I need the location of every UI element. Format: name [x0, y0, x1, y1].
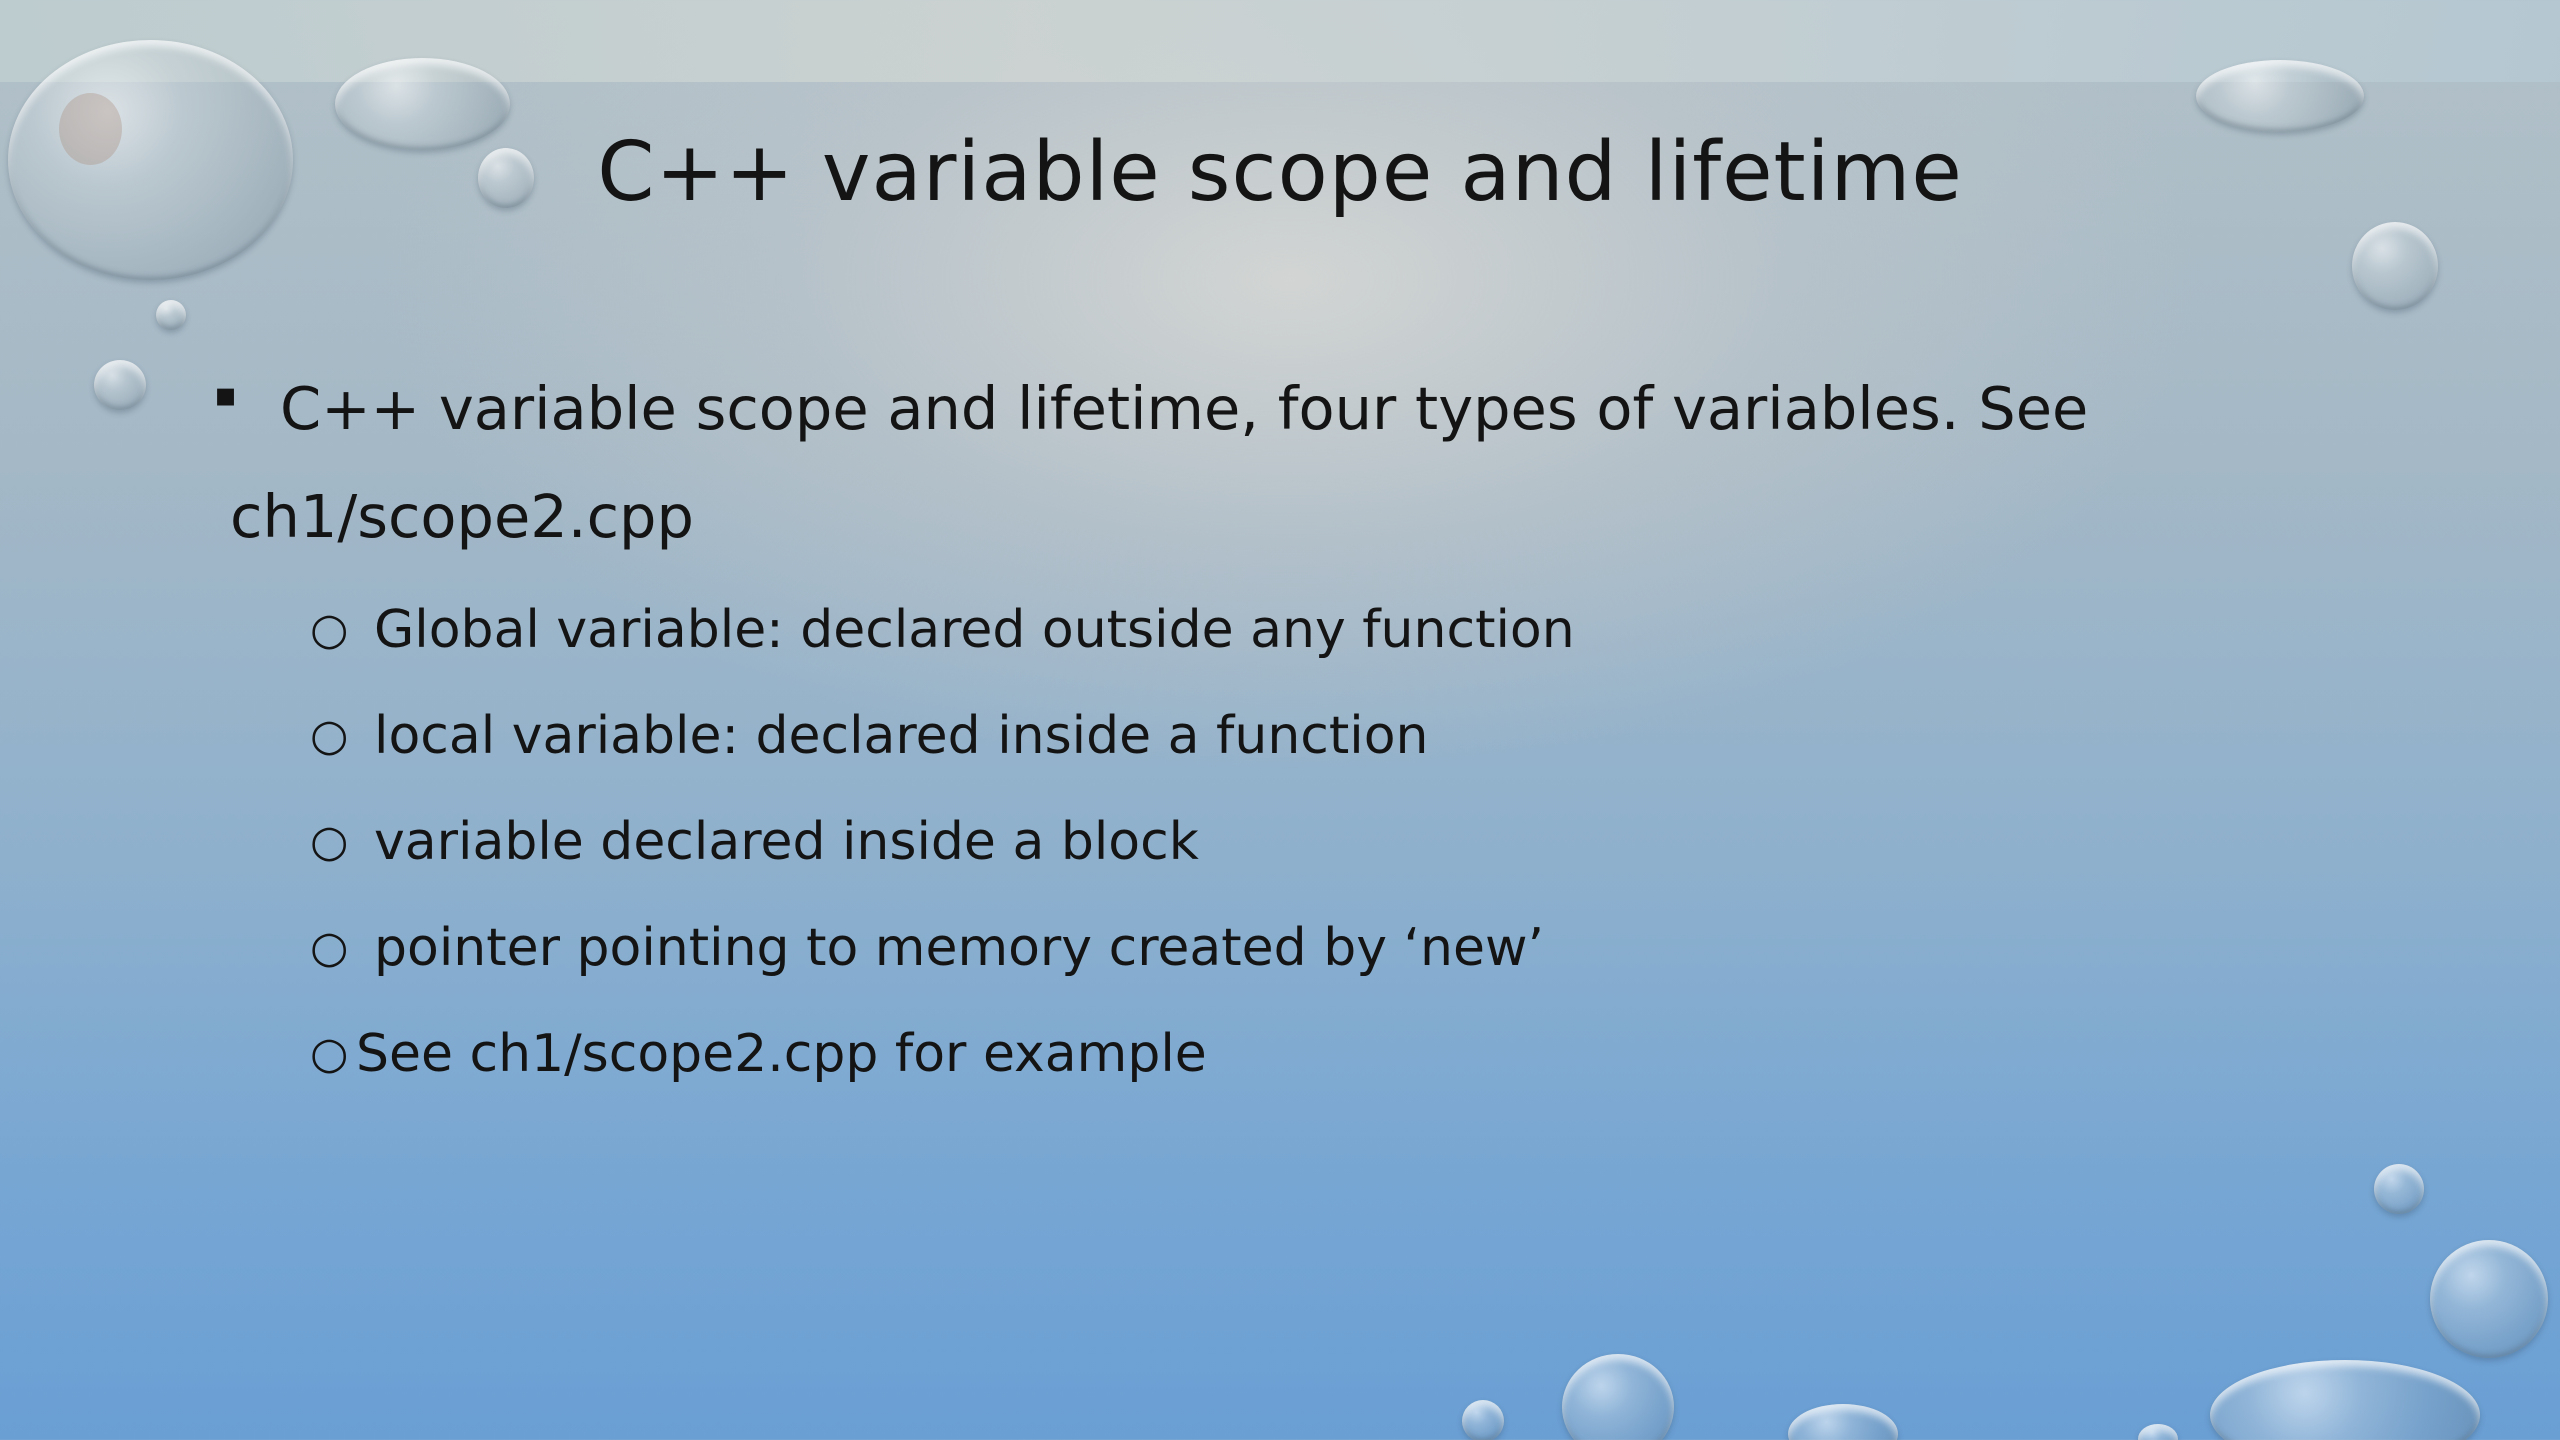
- circle-bullet-icon: ○: [310, 816, 349, 867]
- sub-bullet-list: [210, 577, 2310, 1107]
- sub-bullet: [310, 895, 2310, 1001]
- square-bullet-icon: ▪: [214, 375, 238, 415]
- water-drop-icon: [156, 300, 186, 330]
- water-drop-icon: [2374, 1164, 2424, 1214]
- circle-bullet-icon: ○: [310, 1028, 349, 1079]
- water-drop-icon: [2196, 60, 2364, 132]
- water-drop-icon: [94, 360, 146, 410]
- slide-content: [210, 355, 2310, 1107]
- water-drop-icon: [1462, 1400, 1504, 1440]
- main-bullet-line2: ch1/scope2.cpp: [230, 482, 694, 551]
- water-drop-icon: [1562, 1354, 1674, 1440]
- sub-bullet-text: Global variable: declared outside any function: [374, 600, 1575, 660]
- slide-title: C++ variable scope and lifetime: [597, 125, 1963, 220]
- sub-bullet-text: See ch1/scope2.cpp for example: [356, 1024, 1207, 1084]
- water-drop-icon: [2138, 1424, 2178, 1440]
- sub-bullet: [310, 683, 2310, 789]
- main-bullet: [210, 355, 2310, 571]
- sub-bullet: [310, 789, 2310, 895]
- water-drop-icon: [2352, 222, 2438, 310]
- circle-bullet-icon: ○: [310, 604, 349, 655]
- main-bullet-line1: C++ variable scope and lifetime, four types of variables. See: [280, 374, 2089, 443]
- sub-bullet-text: variable declared inside a block: [374, 812, 1199, 872]
- circle-bullet-icon: ○: [310, 710, 349, 761]
- sub-bullet-text: local variable: declared inside a function: [374, 706, 1429, 766]
- sub-bullet-text: pointer pointing to memory created by ‘new’: [374, 918, 1545, 978]
- water-drop-icon: [2210, 1360, 2480, 1440]
- circle-bullet-icon: ○: [310, 922, 349, 973]
- water-drop-icon: [1788, 1404, 1898, 1440]
- water-drop-icon: [2430, 1240, 2548, 1358]
- sub-bullet: [310, 577, 2310, 683]
- sub-bullet: [310, 1001, 2310, 1107]
